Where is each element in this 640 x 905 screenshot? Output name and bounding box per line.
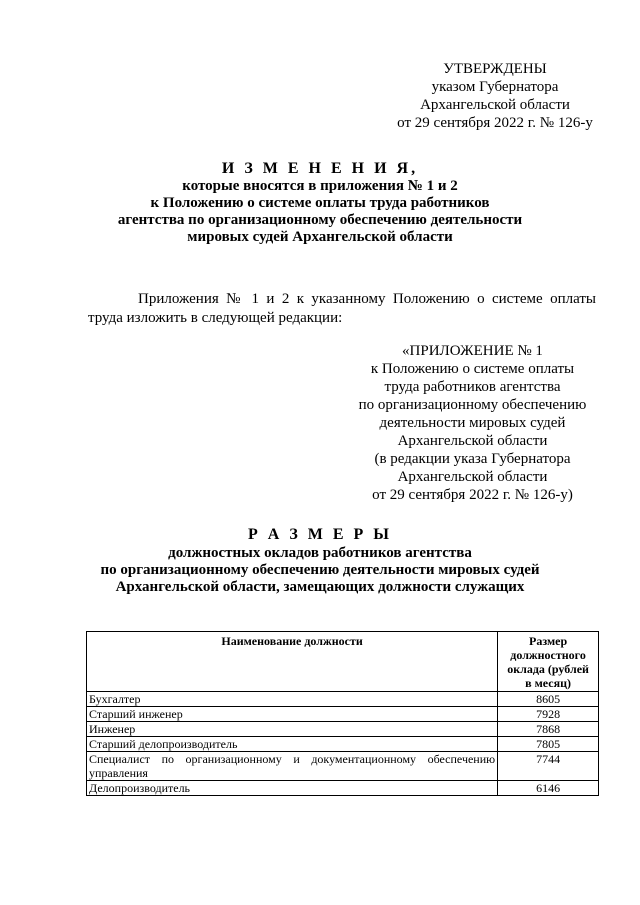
table-row: [87, 752, 599, 781]
table-row: [87, 722, 599, 737]
appendix-line: к Положению о системе оплаты: [370, 361, 575, 377]
table-row: [87, 737, 599, 752]
changes-line-2: к Положению о системе оплаты труда работников: [150, 195, 490, 211]
table-row: [87, 781, 599, 796]
sizes-title: [60, 526, 580, 596]
salary-value: 7928: [498, 707, 599, 722]
changes-heading: И З М Е Н Е Н И Я,: [221, 160, 419, 177]
appendix-line: Архангельской области: [397, 433, 548, 449]
appendix-line: от 29 сентября 2022 г. № 126-у): [372, 487, 573, 503]
paragraph-line-1: Приложения № 1 и 2 к указанному Положению о системе оплаты: [138, 291, 596, 307]
salary-value: 7868: [498, 722, 599, 737]
salary-value: 7805: [498, 737, 599, 752]
header-salary-line: в месяц): [525, 676, 571, 690]
approval-line-1: УТВЕРЖДЕНЫ: [443, 61, 547, 77]
appendix-line: труда работников агентства: [384, 379, 561, 395]
changes-title: [60, 160, 580, 246]
position-name: Делопроизводитель: [87, 781, 498, 796]
header-salary-line: должностного: [510, 648, 586, 662]
salary-table: [86, 631, 599, 796]
body-paragraph: [88, 290, 596, 328]
salary-value: 8605: [498, 692, 599, 707]
salary-value: 6146: [498, 781, 599, 796]
changes-line-1: которые вносятся в приложения № 1 и 2: [182, 178, 458, 194]
approval-line-3: Архангельской области: [420, 97, 570, 113]
position-name: Бухгалтер: [87, 692, 498, 707]
header-salary-line: Размер: [528, 634, 568, 648]
table-row: [87, 692, 599, 707]
appendix-header: [350, 342, 595, 504]
position-name: Старший делопроизводитель: [87, 737, 498, 752]
position-name: Инженер: [87, 722, 498, 737]
header-salary-line: оклада (рублей: [507, 662, 589, 676]
changes-line-4: мировых судей Архангельской области: [187, 229, 453, 245]
sizes-line-3: Архангельской области, замещающих должности служащих: [115, 579, 525, 595]
approval-line-2: указом Губернатора: [431, 79, 559, 95]
position-name: Специалист по организационному и документационному обеспечению управления: [87, 752, 498, 781]
approval-stamp: [360, 60, 630, 132]
appendix-line: по организационному обеспечению: [358, 397, 587, 413]
table-row: [87, 707, 599, 722]
header-position-name: Наименование должности: [87, 632, 498, 692]
salary-value: 7744: [498, 752, 599, 781]
paragraph-line-2: труда изложить в следующей редакции:: [88, 310, 343, 326]
appendix-line: Архангельской области: [397, 469, 548, 485]
sizes-line-2: по организационному обеспечению деятельности мировых судей: [100, 562, 540, 578]
appendix-line: «ПРИЛОЖЕНИЕ № 1: [402, 343, 543, 359]
approval-line-4: от 29 сентября 2022 г. № 126-у: [397, 115, 593, 131]
sizes-line-1: должностных окладов работников агентства: [168, 545, 472, 561]
header-salary: [498, 632, 599, 692]
changes-line-3: агентства по организационному обеспечению деятельности: [117, 212, 523, 228]
appendix-line: деятельности мировых судей: [379, 415, 566, 431]
appendix-line: (в редакции указа Губернатора: [374, 451, 571, 467]
sizes-heading: Р А З М Е Р Ы: [247, 526, 393, 543]
table-header-row: [87, 632, 599, 692]
position-name: Старший инженер: [87, 707, 498, 722]
